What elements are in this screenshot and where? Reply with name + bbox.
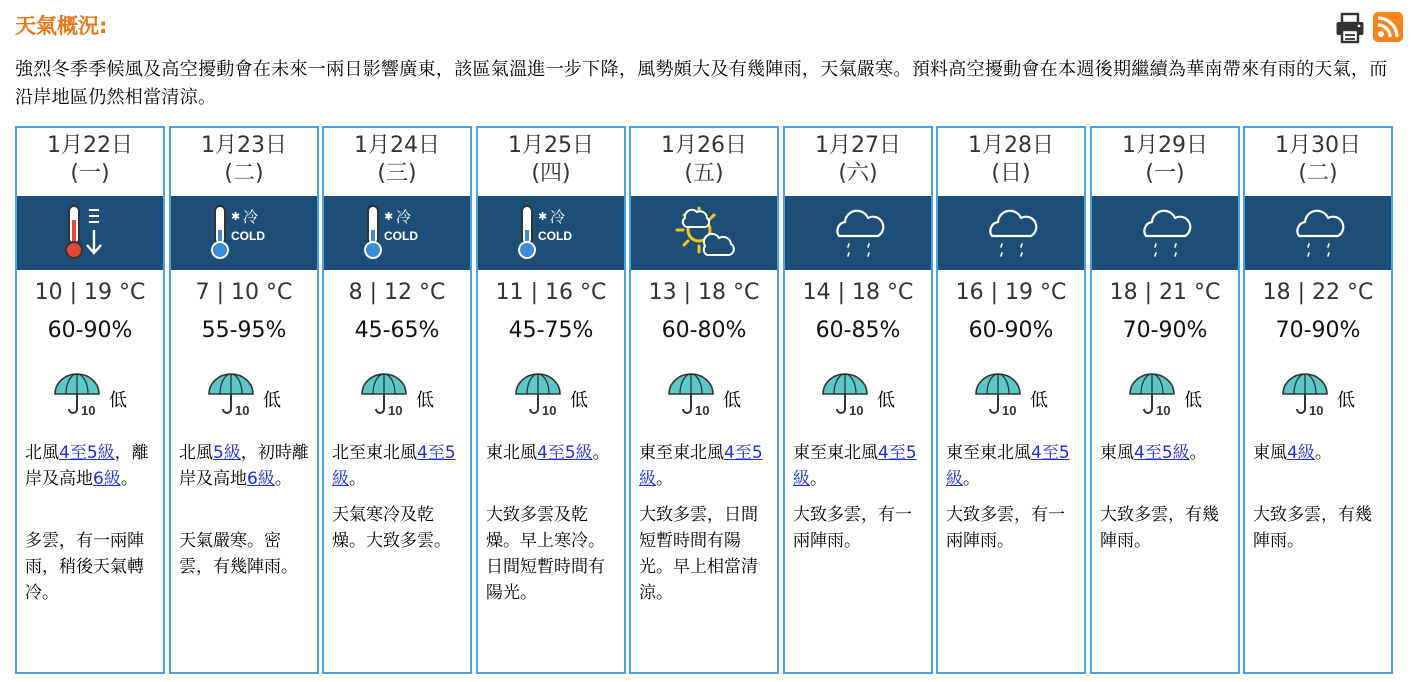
svg-text:COLD: COLD	[231, 229, 265, 243]
relative-humidity: 45-75%	[508, 318, 594, 343]
weather-icon-banner	[478, 196, 624, 270]
probability-of-rain[interactable]	[667, 372, 747, 418]
weekday-label: (二)	[224, 161, 264, 186]
wind-forecast	[1100, 440, 1234, 466]
wind-force-link[interactable]: 6級	[247, 469, 275, 489]
weather-forecast-text: 大致多雲，有一兩陣雨。	[793, 505, 912, 551]
wind-forecast	[332, 440, 466, 492]
weather-icon-banner	[785, 196, 931, 270]
cold-thermometer-icon	[364, 200, 432, 266]
temperature-range: 13 | 18 °C	[648, 280, 760, 305]
forecast-date	[478, 132, 624, 188]
wind-forecast	[639, 440, 773, 492]
weather-icon-banner	[631, 196, 777, 270]
wind-forecast	[486, 440, 620, 466]
date-label: 1月26日	[661, 133, 747, 158]
forecast-date	[1245, 132, 1391, 188]
weather-forecast-text: 大致多雲，有幾陣雨。	[1100, 505, 1219, 551]
wind-direction: 東風	[1100, 443, 1134, 463]
wind-period: 。	[274, 469, 292, 489]
date-label: 1月23日	[201, 133, 287, 158]
forecast-card	[629, 126, 779, 674]
weekday-label: (六)	[838, 161, 878, 186]
weather-icon-banner	[171, 196, 317, 270]
weather-forecast-text: 多雲，有一兩陣雨，稍後天氣轉冷。	[25, 531, 144, 603]
wind-period: 。	[349, 469, 366, 489]
relative-humidity: 55-95%	[201, 318, 287, 343]
weekday-label: (三)	[377, 161, 417, 186]
svg-text:✱: ✱	[231, 210, 241, 223]
forecast-date	[938, 132, 1084, 188]
svg-text:冷: 冷	[550, 208, 566, 226]
date-label: 1月22日	[47, 133, 133, 158]
forecast-card	[322, 126, 472, 674]
forecast-card	[1090, 126, 1240, 674]
probability-of-rain[interactable]	[207, 372, 287, 418]
weekday-label: (二)	[1298, 161, 1338, 186]
temperature-range: 14 | 18 °C	[802, 280, 914, 305]
relative-humidity: 45-65%	[354, 318, 440, 343]
date-label: 1月29日	[1122, 133, 1208, 158]
umbrella-icon	[360, 372, 414, 418]
umbrella-icon	[974, 372, 1028, 418]
psr-level: 低	[1337, 390, 1355, 411]
toolbar	[1335, 10, 1405, 46]
svg-text:10: 10	[1156, 403, 1171, 418]
wind-force-link[interactable]: 4級	[1287, 443, 1315, 463]
wind-period: 。	[120, 469, 138, 489]
umbrella-icon	[207, 372, 261, 418]
forecast-date	[631, 132, 777, 188]
probability-of-rain[interactable]	[514, 372, 594, 418]
weekday-label: (一)	[1145, 161, 1185, 186]
weather-forecast-text: 天氣嚴寒。密雲，有幾陣雨。	[179, 531, 298, 577]
wind-period: 。	[810, 469, 827, 489]
forecast-date	[17, 132, 163, 188]
wind-forecast	[179, 440, 313, 492]
forecast-date	[785, 132, 931, 188]
psr-level: 低	[416, 390, 434, 411]
wind-note: ，離岸及高地	[25, 443, 149, 489]
weather-forecast-text: 天氣寒冷及乾燥。大致多雲。	[332, 505, 451, 551]
svg-text:冷: 冷	[243, 208, 259, 226]
umbrella-icon	[53, 372, 107, 418]
svg-text:10: 10	[235, 403, 250, 418]
forecast-card	[476, 126, 626, 674]
temperature-range: 11 | 16 °C	[495, 280, 607, 305]
wind-force-link[interactable]: 5級	[213, 443, 241, 463]
svg-text:10: 10	[695, 403, 710, 418]
weekday-label: (五)	[684, 161, 724, 186]
wind-direction: 北風	[179, 443, 213, 463]
temperature-range: 8 | 12 °C	[348, 280, 446, 305]
svg-text:✱: ✱	[538, 210, 548, 223]
probability-of-rain[interactable]	[360, 372, 440, 418]
wind-forecast	[793, 440, 927, 492]
svg-text:10: 10	[388, 403, 403, 418]
probability-of-rain[interactable]	[821, 372, 901, 418]
sun-cloud-icon	[671, 200, 739, 266]
probability-of-rain[interactable]	[974, 372, 1054, 418]
light-rain-cloud-icon	[1132, 200, 1200, 266]
probability-of-rain[interactable]	[1281, 372, 1361, 418]
weather-icon-banner	[17, 196, 163, 270]
weekday-label: (一)	[70, 161, 110, 186]
light-rain-cloud-icon	[978, 200, 1046, 266]
umbrella-icon	[821, 372, 875, 418]
forecast-card	[1243, 126, 1393, 674]
weather-forecast-text: 大致多雲，日間短暫時間有陽光。早上相當清涼。	[639, 505, 758, 603]
wind-force-link[interactable]: 4至5級	[537, 443, 593, 463]
umbrella-icon	[1128, 372, 1182, 418]
wind-forecast	[946, 440, 1080, 492]
print-button[interactable]	[1335, 12, 1365, 44]
wind-direction: 東風	[1253, 443, 1287, 463]
temperature-dropping-icon	[57, 200, 125, 266]
relative-humidity: 70-90%	[1275, 318, 1361, 343]
umbrella-icon	[667, 372, 721, 418]
umbrella-icon	[1281, 372, 1335, 418]
svg-text:10: 10	[1002, 403, 1017, 418]
wind-direction: 北風	[25, 443, 59, 463]
wind-period: 。	[592, 443, 610, 463]
cold-thermometer-icon	[211, 200, 279, 266]
relative-humidity: 60-80%	[661, 318, 747, 343]
light-rain-cloud-icon	[825, 200, 893, 266]
weather-icon-banner	[324, 196, 470, 270]
wind-force-link[interactable]: 4至5級	[332, 443, 456, 489]
wind-period: 。	[963, 469, 980, 489]
wind-forecast	[1253, 440, 1387, 466]
forecast-card	[936, 126, 1086, 674]
forecast-card	[783, 126, 933, 674]
forecast-date	[1092, 132, 1238, 188]
wind-direction: 東至東北風	[639, 443, 724, 463]
psr-level: 低	[109, 390, 127, 411]
wind-direction: 北至東北風	[332, 443, 417, 463]
wind-force-link[interactable]: 4至5級	[946, 443, 1070, 489]
forecast-card	[169, 126, 319, 674]
cold-thermometer-icon	[518, 200, 586, 266]
wind-note: ，初時離岸及高地	[179, 443, 309, 489]
relative-humidity: 60-85%	[815, 318, 901, 343]
probability-of-rain[interactable]	[1128, 372, 1208, 418]
psr-level: 低	[723, 390, 741, 411]
wind-forecast	[25, 440, 159, 492]
page-title: 天氣概況:	[15, 14, 108, 38]
wind-period: 。	[1314, 443, 1332, 463]
printer-icon	[1335, 12, 1365, 44]
forecast-date	[171, 132, 317, 188]
psr-level: 低	[263, 390, 281, 411]
wind-direction: 東北風	[486, 443, 537, 463]
psr-level: 低	[1184, 390, 1202, 411]
forecast-date	[324, 132, 470, 188]
psr-level: 低	[1030, 390, 1048, 411]
wind-force-link[interactable]: 6級	[93, 469, 121, 489]
date-label: 1月25日	[508, 133, 594, 158]
date-label: 1月27日	[815, 133, 901, 158]
wind-force-link[interactable]: 4至5級	[793, 443, 917, 489]
temperature-range: 18 | 22 °C	[1262, 280, 1374, 305]
weather-forecast-text: 大致多雲及乾燥。早上寒冷。日間短暫時間有陽光。	[486, 505, 605, 603]
svg-text:COLD: COLD	[384, 229, 418, 243]
wind-force-link[interactable]: 4至5級	[639, 443, 763, 489]
svg-text:✱: ✱	[384, 210, 394, 223]
wind-force-link[interactable]: 4至5級	[1134, 443, 1190, 463]
wind-direction: 東至東北風	[946, 443, 1031, 463]
weekday-label: (日)	[991, 161, 1031, 186]
rss-button[interactable]	[1373, 12, 1403, 42]
weekday-label: (四)	[531, 161, 571, 186]
relative-humidity: 70-90%	[1122, 318, 1208, 343]
svg-text:10: 10	[542, 403, 557, 418]
wind-direction: 東至東北風	[793, 443, 878, 463]
weather-icon-banner	[1245, 196, 1391, 270]
weather-forecast-text: 大致多雲，有一兩陣雨。	[946, 505, 1065, 551]
svg-text:10: 10	[1309, 403, 1324, 418]
svg-text:10: 10	[81, 403, 96, 418]
temperature-range: 10 | 19 °C	[34, 280, 146, 305]
relative-humidity: 60-90%	[968, 318, 1054, 343]
date-label: 1月24日	[354, 133, 440, 158]
nine-day-forecast	[15, 126, 1400, 672]
psr-level: 低	[570, 390, 588, 411]
wind-force-link[interactable]: 4至5級	[59, 443, 115, 463]
relative-humidity: 60-90%	[47, 318, 133, 343]
header	[15, 6, 1405, 46]
weather-icon-banner	[938, 196, 1084, 270]
weather-icon-banner	[1092, 196, 1238, 270]
psr-level: 低	[877, 390, 895, 411]
weather-outlook-text: 強烈冬季季候風及高空擾動會在未來一兩日影響廣東，該區氣溫進一步下降，風勢頗大及有幾陣雨，天氣嚴寒。預料高空擾動會在本週後期繼續為華南帶來有雨的天氣，而沿岸地區仍然相當清涼。	[15, 59, 1388, 108]
date-label: 1月28日	[968, 133, 1054, 158]
umbrella-icon	[514, 372, 568, 418]
svg-text:冷: 冷	[396, 208, 412, 226]
weather-forecast-text: 大致多雲，有幾陣雨。	[1253, 505, 1372, 551]
wind-period: 。	[656, 469, 673, 489]
temperature-range: 16 | 19 °C	[955, 280, 1067, 305]
rss-feed-icon	[1373, 12, 1403, 42]
forecast-card	[15, 126, 165, 674]
probability-of-rain[interactable]	[53, 372, 133, 418]
wind-period: 。	[1189, 443, 1207, 463]
temperature-range: 18 | 21 °C	[1109, 280, 1221, 305]
light-rain-cloud-icon	[1285, 200, 1353, 266]
temperature-range: 7 | 10 °C	[195, 280, 293, 305]
svg-text:COLD: COLD	[538, 229, 572, 243]
svg-text:10: 10	[849, 403, 864, 418]
date-label: 1月30日	[1275, 133, 1361, 158]
